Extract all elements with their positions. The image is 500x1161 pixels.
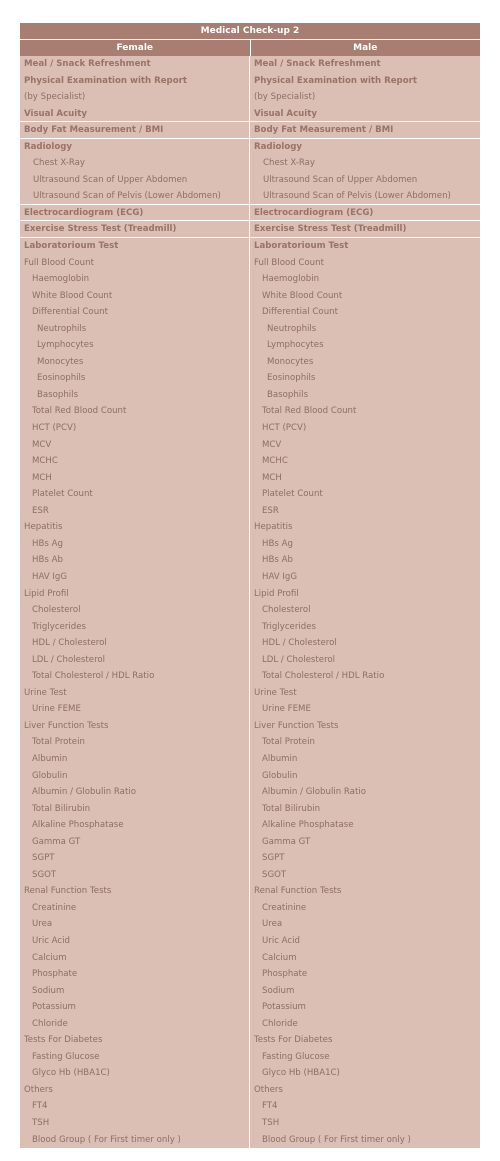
female-cell: Radiology [20,139,250,156]
female-cell: Body Fat Measurement / BMI [20,122,250,139]
female-cell: FT4 [20,1098,250,1115]
female-cell: Total Protein [20,734,250,751]
male-cell: Physical Examination with Report [254,75,417,86]
female-cell: Ultrasound Scan of Pelvis (Lower Abdomen) [20,188,250,205]
table-row [20,751,480,768]
female-cell: Monocytes [20,354,250,371]
table-row [20,255,480,272]
female-cell: Total Cholesterol / HDL Ratio [20,668,250,685]
male-cell: FT4 [262,1101,278,1112]
table-row [20,619,480,636]
table-row [20,370,480,387]
female-cell: Albumin / Globulin Ratio [20,784,250,801]
table-row [20,271,480,288]
male-cell: Sodium [262,985,295,996]
checkup-table [20,23,480,1148]
male-cell: Meal / Snack Refreshment [254,59,381,69]
female-cell: Potassium [20,999,250,1016]
table-row [20,486,480,503]
female-cell: Albumin [20,751,250,768]
female-cell: HCT (PCV) [20,420,250,437]
table-row [20,867,480,884]
female-cell: Fasting Glucose [20,1049,250,1066]
female-cell: Liver Function Tests [20,718,250,735]
male-cell: Tests For Diabetes [254,1035,333,1046]
male-cell: Lymphocytes [267,340,324,351]
male-cell: Gamma GT [262,836,311,847]
column-header-male: Male [353,43,378,53]
male-cell: Urea [262,919,283,930]
female-cell: Neutrophils [20,321,250,338]
female-cell: Physical Examination with Report [20,73,250,90]
male-cell: Albumin / Globulin Ratio [262,787,366,798]
male-cell: Electrocardiogram (ECG) [250,205,480,222]
column-header-female: Female [20,40,251,56]
female-cell: Meal / Snack Refreshment [20,56,250,73]
table-header [20,40,480,56]
female-cell: Differential Count [20,304,250,321]
table-row [20,1082,480,1099]
female-cell: Urine FEME [20,701,250,718]
male-cell: Fasting Glucose [262,1051,330,1062]
table-row [20,1132,480,1149]
male-cell: Haemoglobin [262,274,320,285]
male-cell: ESR [262,505,279,516]
table-row [20,387,480,404]
male-cell: Hepatitis [254,522,293,533]
table-row [20,768,480,785]
table-row [20,172,480,189]
male-cell: Lipid Profil [254,588,299,599]
female-cell: Haemoglobin [20,271,250,288]
table-row [20,238,480,255]
female-cell: SGPT [20,850,250,867]
table-row [20,470,480,487]
male-cell: Calcium [262,952,297,963]
female-cell: Blood Group ( For First timer only ) [20,1132,250,1149]
table-row [20,850,480,867]
female-cell: Chest X-Ray [20,155,250,172]
male-cell: Full Blood Count [254,257,324,268]
table-row [20,1098,480,1115]
male-cell: Chloride [262,1018,298,1029]
female-cell: Lipid Profil [20,586,250,603]
table-row [20,304,480,321]
female-cell: Exercise Stress Test (Treadmill) [20,221,250,238]
male-cell: Phosphate [262,969,308,980]
table-row [20,883,480,900]
female-cell: Creatinine [20,900,250,917]
male-cell: Alkaline Phosphatase [262,820,354,831]
male-cell: Total Red Blood Count [262,406,357,417]
female-cell: Platelet Count [20,486,250,503]
female-cell: Electrocardiogram (ECG) [20,205,250,222]
male-cell: Platelet Count [262,489,323,500]
table-row [20,354,480,371]
male-cell: Ultrasound Scan of Pelvis (Lower Abdomen) [250,188,480,205]
male-cell: Blood Group ( For First timer only ) [262,1134,411,1145]
table-row [20,188,480,205]
male-cell: Ultrasound Scan of Upper Abdomen [263,174,418,185]
table-row [20,784,480,801]
table-row [20,89,480,106]
male-cell: Total Cholesterol / HDL Ratio [262,671,385,682]
female-cell: Ultrasound Scan of Upper Abdomen [20,172,250,189]
female-cell: Eosinophils [20,370,250,387]
male-cell: Urine FEME [262,704,311,715]
table-row [20,966,480,983]
table-row [20,106,480,123]
male-cell: Total Protein [262,737,315,748]
male-cell: HDL / Cholesterol [262,638,337,649]
male-cell: TSH [262,1118,280,1128]
male-cell: Urine Test [254,687,297,698]
female-cell: Lymphocytes [20,337,250,354]
female-cell: Renal Function Tests [20,883,250,900]
female-cell: Urine Test [20,685,250,702]
female-cell: White Blood Count [20,288,250,305]
table-row [20,56,480,73]
table-row [20,420,480,437]
table-row [20,652,480,669]
male-cell: Eosinophils [267,373,316,384]
male-cell: HAV IgG [262,571,298,582]
male-cell: Laboratorioum Test [254,241,349,252]
table-row [20,1049,480,1066]
male-cell: HBs Ag [262,538,293,549]
male-cell: MCHC [262,456,288,467]
female-cell: ESR [20,503,250,520]
table-row [20,817,480,834]
female-cell: SGOT [20,867,250,884]
table-row [20,916,480,933]
male-cell: Monocytes [267,356,314,367]
table-row [20,701,480,718]
table-row [20,668,480,685]
table-row [20,536,480,553]
table-row [20,403,480,420]
table-row [20,155,480,172]
male-cell: Potassium [262,1002,306,1013]
table-row [20,586,480,603]
table-row [20,321,480,338]
table-row [20,933,480,950]
table-row [20,635,480,652]
male-cell: Uric Acid [262,935,300,946]
table-row [20,1032,480,1049]
male-cell: MCV [262,439,282,450]
male-cell: Others [254,1084,283,1095]
female-cell: Chloride [20,1016,250,1033]
male-cell: SGOT [262,869,287,880]
table-row [20,950,480,967]
table-row [20,900,480,917]
female-cell: Full Blood Count [20,255,250,272]
female-cell: Sodium [20,983,250,1000]
female-cell: Total Red Blood Count [20,403,250,420]
female-cell: Visual Acuity [20,106,250,123]
table-row [20,221,480,238]
male-cell: Creatinine [262,902,307,913]
female-cell: Glyco Hb (HBA1C) [20,1065,250,1082]
female-cell: Triglycerides [20,619,250,636]
female-cell: Basophils [20,387,250,404]
female-cell: HDL / Cholesterol [20,635,250,652]
female-cell: Globulin [20,768,250,785]
female-cell: TSH [20,1115,250,1132]
male-cell: Basophils [267,389,309,400]
female-cell: Laboratorioum Test [20,238,250,255]
male-cell: Differential Count [262,307,338,318]
female-cell: Total Bilirubin [20,801,250,818]
male-cell: Liver Function Tests [254,720,339,731]
female-cell: (by Specialist) [20,89,250,106]
male-cell: Total Bilirubin [262,803,321,814]
female-cell: Gamma GT [20,834,250,851]
male-cell: Visual Acuity [250,106,480,123]
female-cell: MCV [20,437,250,454]
female-cell: MCH [20,470,250,487]
table-row [20,983,480,1000]
table-row [20,437,480,454]
table-row [20,503,480,520]
male-cell: Radiology [254,141,303,152]
male-cell: SGPT [262,853,285,864]
male-cell: HBs Ab [262,555,293,566]
male-cell: Neutrophils [267,323,317,334]
female-cell: Tests For Diabetes [20,1032,250,1049]
table-row [20,718,480,735]
male-cell: LDL / Cholesterol [262,654,336,665]
table-row [20,999,480,1016]
male-cell: HCT (PCV) [262,423,307,434]
table-row [20,453,480,470]
table-row [20,1065,480,1082]
table-row [20,288,480,305]
male-cell: Exercise Stress Test (Treadmill) [250,221,480,238]
female-cell: LDL / Cholesterol [20,652,250,669]
male-cell: Body Fat Measurement / BMI [250,122,480,139]
male-cell: MCH [262,472,282,483]
table-row [20,685,480,702]
table-row [20,552,480,569]
table-row [20,139,480,156]
female-cell: MCHC [20,453,250,470]
male-cell: Triglycerides [262,621,316,632]
male-cell: Glyco Hb (HBA1C) [262,1068,340,1079]
table-body [20,56,480,1148]
table-row [20,734,480,751]
male-cell: White Blood Count [262,290,343,301]
female-cell: Phosphate [20,966,250,983]
female-cell: Others [20,1082,250,1099]
male-cell: Albumin [262,753,298,764]
male-cell: (by Specialist) [254,92,316,103]
table-row [20,519,480,536]
table-row [20,602,480,619]
table-row [20,1016,480,1033]
table-row [20,73,480,90]
table-title: Medical Check-up 2 [20,23,480,40]
table-row [20,1115,480,1132]
female-cell: Urea [20,916,250,933]
female-cell: HAV IgG [20,569,250,586]
female-cell: HBs Ab [20,552,250,569]
table-row [20,801,480,818]
male-cell: Globulin [262,770,298,781]
female-cell: Uric Acid [20,933,250,950]
female-cell: HBs Ag [20,536,250,553]
table-row [20,205,480,222]
female-cell: Hepatitis [20,519,250,536]
table-row [20,834,480,851]
table-row [20,122,480,139]
female-cell: Alkaline Phosphatase [20,817,250,834]
female-cell: Cholesterol [20,602,250,619]
female-cell: Calcium [20,950,250,967]
male-cell: Renal Function Tests [254,886,342,897]
male-cell: Cholesterol [262,605,311,616]
male-cell: Chest X-Ray [263,158,316,169]
table-row [20,569,480,586]
table-row [20,337,480,354]
